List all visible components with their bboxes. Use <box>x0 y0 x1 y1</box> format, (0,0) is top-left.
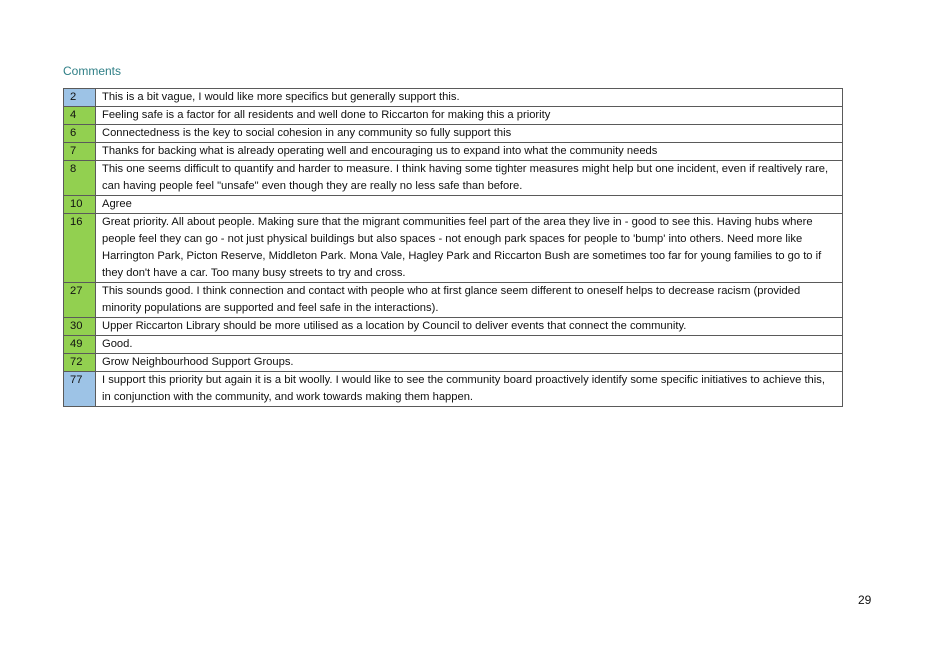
comment-text: Connectedness is the key to social cohesion in any community so fully support this <box>96 125 843 143</box>
comment-id: 77 <box>64 372 96 407</box>
comment-id: 7 <box>64 143 96 161</box>
comment-id: 72 <box>64 354 96 372</box>
comment-id: 2 <box>64 89 96 107</box>
table-row <box>64 143 843 161</box>
comment-id: 10 <box>64 196 96 214</box>
table-row <box>64 196 843 214</box>
comment-text: Upper Riccarton Library should be more utilised as a location by Council to deliver events that connect the community. <box>96 318 843 336</box>
comment-text: Grow Neighbourhood Support Groups. <box>96 354 843 372</box>
comments-table <box>63 88 843 407</box>
comment-id: 30 <box>64 318 96 336</box>
comment-id: 6 <box>64 125 96 143</box>
table-row <box>64 354 843 372</box>
table-row <box>64 107 843 125</box>
table-row <box>64 125 843 143</box>
comment-text: Feeling safe is a factor for all residents and well done to Riccarton for making this a priority <box>96 107 843 125</box>
comment-text: Agree <box>96 196 843 214</box>
table-row <box>64 214 843 283</box>
comment-text: Thanks for backing what is already operating well and encouraging us to expand into what the community needs <box>96 143 843 161</box>
comment-text: Great priority. All about people. Making sure that the migrant communities feel part of the area they live in - good to see this. Having hubs where people feel they can go - not just physical buildings but also spaces - not enough park spaces for people to 'bump' into others. Need more like Harrington Park, Picton Reserve, Middleton Park. Mona Vale, Hagley Park and Riccarton Bush are sometimes too far for young families to go to if they don't have a car. Too many busy streets to try and cross. <box>96 214 843 283</box>
table-row <box>64 89 843 107</box>
comment-text: This is a bit vague, I would like more specifics but generally support this. <box>96 89 843 107</box>
table-row <box>64 161 843 196</box>
comment-id: 4 <box>64 107 96 125</box>
comment-id: 49 <box>64 336 96 354</box>
table-row <box>64 372 843 407</box>
comment-text: Good. <box>96 336 843 354</box>
table-row <box>64 283 843 318</box>
page-number: 29 <box>858 593 872 607</box>
table-row <box>64 336 843 354</box>
section-heading: Comments <box>63 64 122 78</box>
comment-text: I support this priority but again it is a bit woolly. I would like to see the community board proactively identify some specific initiatives to achieve this, in conjunction with the community, and work towards making them happen. <box>96 372 843 407</box>
table-row <box>64 318 843 336</box>
comments-table-body <box>64 89 843 407</box>
comment-id: 8 <box>64 161 96 196</box>
comment-id: 27 <box>64 283 96 318</box>
comment-text: This sounds good. I think connection and contact with people who at first glance seem different to oneself helps to decrease racism (provided minority populations are supported and feel safe in the interactions). <box>96 283 843 318</box>
comment-text: This one seems difficult to quantify and harder to measure. I think having some tighter measures might help but one incident, even if realtively rare, can having people feel "unsafe" even though they are really no less safe than before. <box>96 161 843 196</box>
comment-id: 16 <box>64 214 96 283</box>
